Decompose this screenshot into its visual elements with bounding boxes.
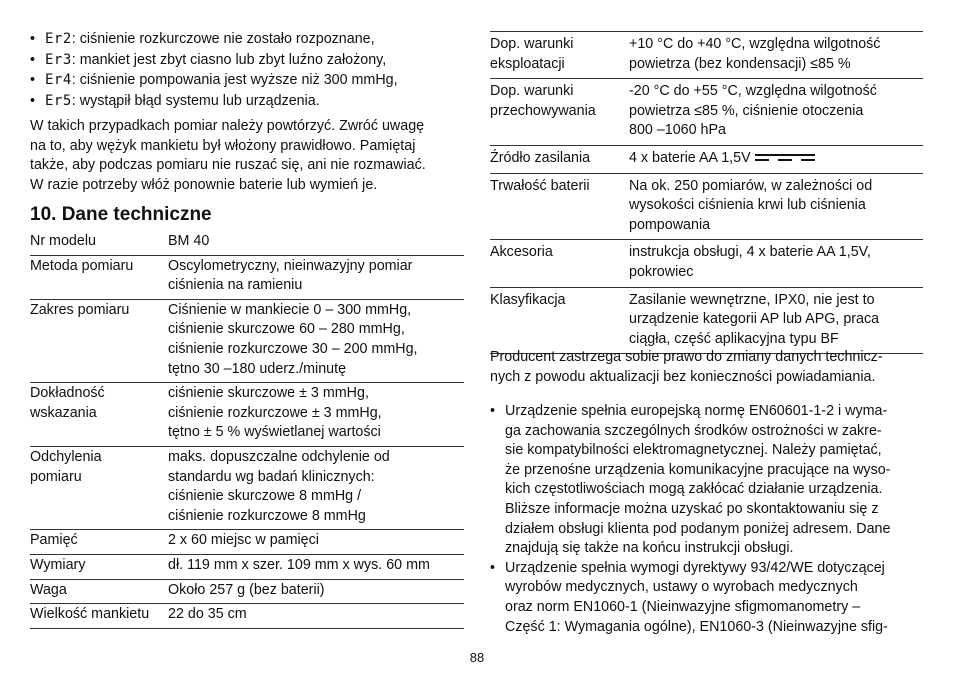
spec-value-line: ciśnienie skurczowe 60 – 280 mmHg, [168, 321, 405, 338]
error-item [30, 92, 464, 113]
notes-list [490, 402, 923, 637]
spec-value [168, 579, 464, 604]
spec-value-line: maks. dopuszczalne odchylenie od [168, 448, 390, 465]
spec-key-line: Metoda pomiaru [30, 257, 134, 274]
spec-value-line: ciśnienia na ramieniu [168, 277, 303, 294]
spec-value [168, 530, 464, 555]
spec-row [30, 255, 464, 299]
spec-row [30, 231, 464, 255]
note-line: wyrobów medycznych, ustawy o wyrobach medycznych [505, 579, 858, 596]
spec-value-line: 800 –1060 hPa [629, 122, 726, 139]
note-item [490, 559, 923, 637]
spec-value-line: ciśnienie rozkurczowe 8 mmHg [168, 507, 366, 524]
spec-row [490, 79, 923, 146]
note-line: Urządzenie spełnia wymogi dyrektywy 93/42/WE dotyczącej [505, 559, 885, 576]
spec-key [490, 32, 629, 79]
note-line: działem obsługi klienta pod podanym poniżej adresem. Dane [505, 520, 891, 537]
spec-key-line: eksploatacji [490, 55, 565, 72]
spec-key [490, 145, 629, 173]
error-item [30, 30, 464, 51]
spec-value-line: instrukcja obsługi, 4 x baterie AA 1,5V, [629, 244, 871, 261]
spec-key-line: Waga [30, 581, 67, 598]
spec-value [168, 299, 464, 382]
spec-value-line: ciągła, część aplikacyjna typu BF [629, 330, 839, 347]
spec-value-line: Ciśnienie w mankiecie 0 – 300 mmHg, [168, 301, 412, 318]
paragraph-line: Producent zastrzega sobie prawo do zmiany danych technicz- [490, 349, 883, 365]
dc-current-icon [755, 152, 815, 164]
spec-value-line: -20 °C do +55 °C, względna wilgotność [629, 83, 877, 100]
note-line: kich częstotliwościach mogą zakłócać działanie urządzenia. [505, 481, 883, 498]
spec-table-right [490, 31, 923, 354]
spec-value-line: ciśnienie rozkurczowe ± 3 mmHg, [168, 404, 382, 421]
spec-value-line: pokrowiec [629, 263, 694, 280]
spec-value [168, 255, 464, 299]
spec-value-line: Zasilanie wewnętrzne, IPX0, nie jest to [629, 291, 875, 308]
note-item [490, 402, 923, 559]
paragraph-line: W razie potrzeby włóż ponownie baterie lub wymień je. [30, 176, 378, 193]
spec-key-line: przechowywania [490, 102, 596, 119]
spec-key [490, 287, 629, 354]
spec-row [30, 446, 464, 529]
spec-key [30, 255, 168, 299]
spec-value-line: 4 x baterie AA 1,5V [629, 149, 751, 166]
spec-value-line: BM 40 [168, 233, 210, 249]
retry-paragraph [30, 117, 464, 195]
spec-key [30, 446, 168, 529]
spec-key [30, 554, 168, 579]
error-text: : wystąpił błąd systemu lub urządzenia. [71, 92, 320, 109]
spec-key-line: Źródło zasilania [490, 149, 591, 166]
spec-value-line: +10 °C do +40 °C, względna wilgotność [629, 36, 881, 52]
paragraph-line: nych z powodu aktualizacji bez konieczności powiadamiania. [490, 368, 876, 385]
spec-value-line: ciśnienie skurczowe ± 3 mmHg, [168, 385, 369, 402]
spec-value [629, 145, 923, 173]
spec-row [490, 173, 923, 240]
error-text: : ciśnienie pompowania jest wyższe niż 300 mmHg, [71, 72, 398, 88]
paragraph-line: na to, aby wężyk mankietu był włożony prawidłowo. Pamiętaj [30, 137, 416, 154]
spec-value-line: pompowania [629, 216, 711, 233]
spec-value [168, 231, 464, 255]
note-line: Część 1: Wymagania ogólne), EN1060-3 (Nieinwazyjne sfig- [505, 618, 888, 635]
spec-value-line: standardu wg badań klinicznych: [168, 468, 375, 485]
spec-key-line: Wielkość mankietu [30, 606, 150, 623]
spec-value-line: powietrza ≤85 %, ciśnienie otoczenia [629, 102, 864, 119]
spec-key [30, 604, 168, 629]
error-code: Er5 [45, 92, 72, 109]
error-code: Er3 [45, 51, 72, 68]
spec-value [168, 554, 464, 579]
spec-value-line: ciśnienie skurczowe 8 mmHg / [168, 488, 362, 505]
note-line: oraz norm EN1060-1 (Nieinwazyjne sfigmomanometry – [505, 598, 861, 615]
spec-row [30, 579, 464, 604]
spec-key [490, 173, 629, 240]
spec-value [629, 240, 923, 287]
spec-value-line: Około 257 g (bez baterii) [168, 581, 325, 598]
spec-key-line: Dop. warunki [490, 36, 574, 52]
spec-value-line: wysokości ciśnienia krwi lub ciśnienia [629, 197, 866, 214]
spec-row [30, 299, 464, 382]
spec-key-line: Odchylenia [30, 448, 102, 465]
error-text: : ciśnienie rozkurczowe nie zostało rozpoznane, [71, 31, 375, 47]
spec-table-left [30, 231, 464, 629]
spec-row [490, 32, 923, 79]
spec-key [30, 530, 168, 555]
error-item [30, 71, 464, 92]
paragraph-line: W takich przypadkach pomiar należy powtórzyć. Zwróć uwagę [30, 118, 425, 134]
note-line: sie kompatybilności elektromagnetycznej. Należy pamiętać, [505, 442, 882, 459]
spec-key-line: wskazania [30, 404, 97, 421]
spec-value-line: powietrza (bez kondensacji) ≤85 % [629, 55, 851, 72]
spec-value [168, 383, 464, 447]
rights-paragraph [490, 348, 923, 387]
page-number: 88 [469, 650, 485, 665]
spec-value-line: Na ok. 250 pomiarów, w zależności od [629, 177, 873, 194]
error-item [30, 51, 464, 72]
spec-value [629, 32, 923, 79]
spec-key-line: Zakres pomiaru [30, 301, 130, 318]
spec-value [629, 173, 923, 240]
spec-value-line: urządzenie kategorii AP lub APG, praca [629, 311, 880, 328]
spec-value-line: dł. 119 mm x szer. 109 mm x wys. 60 mm [168, 556, 430, 573]
spec-key [30, 231, 168, 255]
spec-key-line: Wymiary [30, 556, 86, 573]
spec-value [168, 446, 464, 529]
note-line: Bliższe informacje można uzyskać po skontaktowaniu się z [505, 500, 879, 517]
error-code: Er2 [45, 31, 72, 47]
spec-value-line: 22 do 35 cm [168, 606, 247, 623]
spec-key-line: Dokładność [30, 385, 105, 402]
error-code-list [30, 30, 464, 112]
paragraph-line: także, aby podczas pomiaru nie ruszać się, ani nie rozmawiać. [30, 157, 426, 174]
spec-row [30, 554, 464, 579]
spec-key-line: Akcesoria [490, 244, 553, 261]
note-line: znajdują się także na końcu instrukcji obsługi. [505, 540, 794, 557]
note-line: Urządzenie spełnia europejską normę EN60601-1-2 i wyma- [505, 403, 888, 419]
spec-value [629, 79, 923, 146]
error-text: : mankiet jest zbyt ciasno lub zbyt luźno założony, [71, 51, 387, 68]
note-line: że przenośne urządzenia komunikacyjne pracujące na wyso- [505, 461, 891, 478]
spec-row [490, 145, 923, 173]
error-code: Er4 [45, 72, 72, 88]
spec-key [30, 299, 168, 382]
spec-key-line: Klasyfikacja [490, 291, 566, 308]
note-line: ga zachowania szczególnych środków ostrożności w zakre- [505, 422, 882, 439]
spec-key [490, 240, 629, 287]
spec-row [30, 383, 464, 447]
spec-value-line: 2 x 60 miejsc w pamięci [168, 532, 319, 549]
spec-value [168, 604, 464, 629]
spec-value [629, 287, 923, 354]
spec-value-line: Oscylometryczny, nieinwazyjny pomiar [168, 257, 413, 274]
section-title: 10. Dane techniczne [30, 204, 212, 225]
spec-key-line: Nr modelu [30, 233, 96, 249]
spec-value-line: tętno ± 5 % wyświetlanej wartości [168, 424, 381, 441]
spec-key-line: Trwałość baterii [490, 177, 590, 194]
spec-row [30, 604, 464, 629]
spec-value-line: tętno 30 –180 uderz./minutę [168, 360, 347, 377]
spec-key [30, 579, 168, 604]
spec-row [30, 530, 464, 555]
spec-key-line: Pamięć [30, 532, 78, 549]
spec-row [490, 287, 923, 354]
spec-row [490, 240, 923, 287]
spec-key-line: pomiaru [30, 468, 82, 485]
spec-value-line: ciśnienie rozkurczowe 30 – 200 mmHg, [168, 340, 418, 357]
spec-key [490, 79, 629, 146]
spec-key [30, 383, 168, 447]
spec-key-line: Dop. warunki [490, 83, 574, 100]
